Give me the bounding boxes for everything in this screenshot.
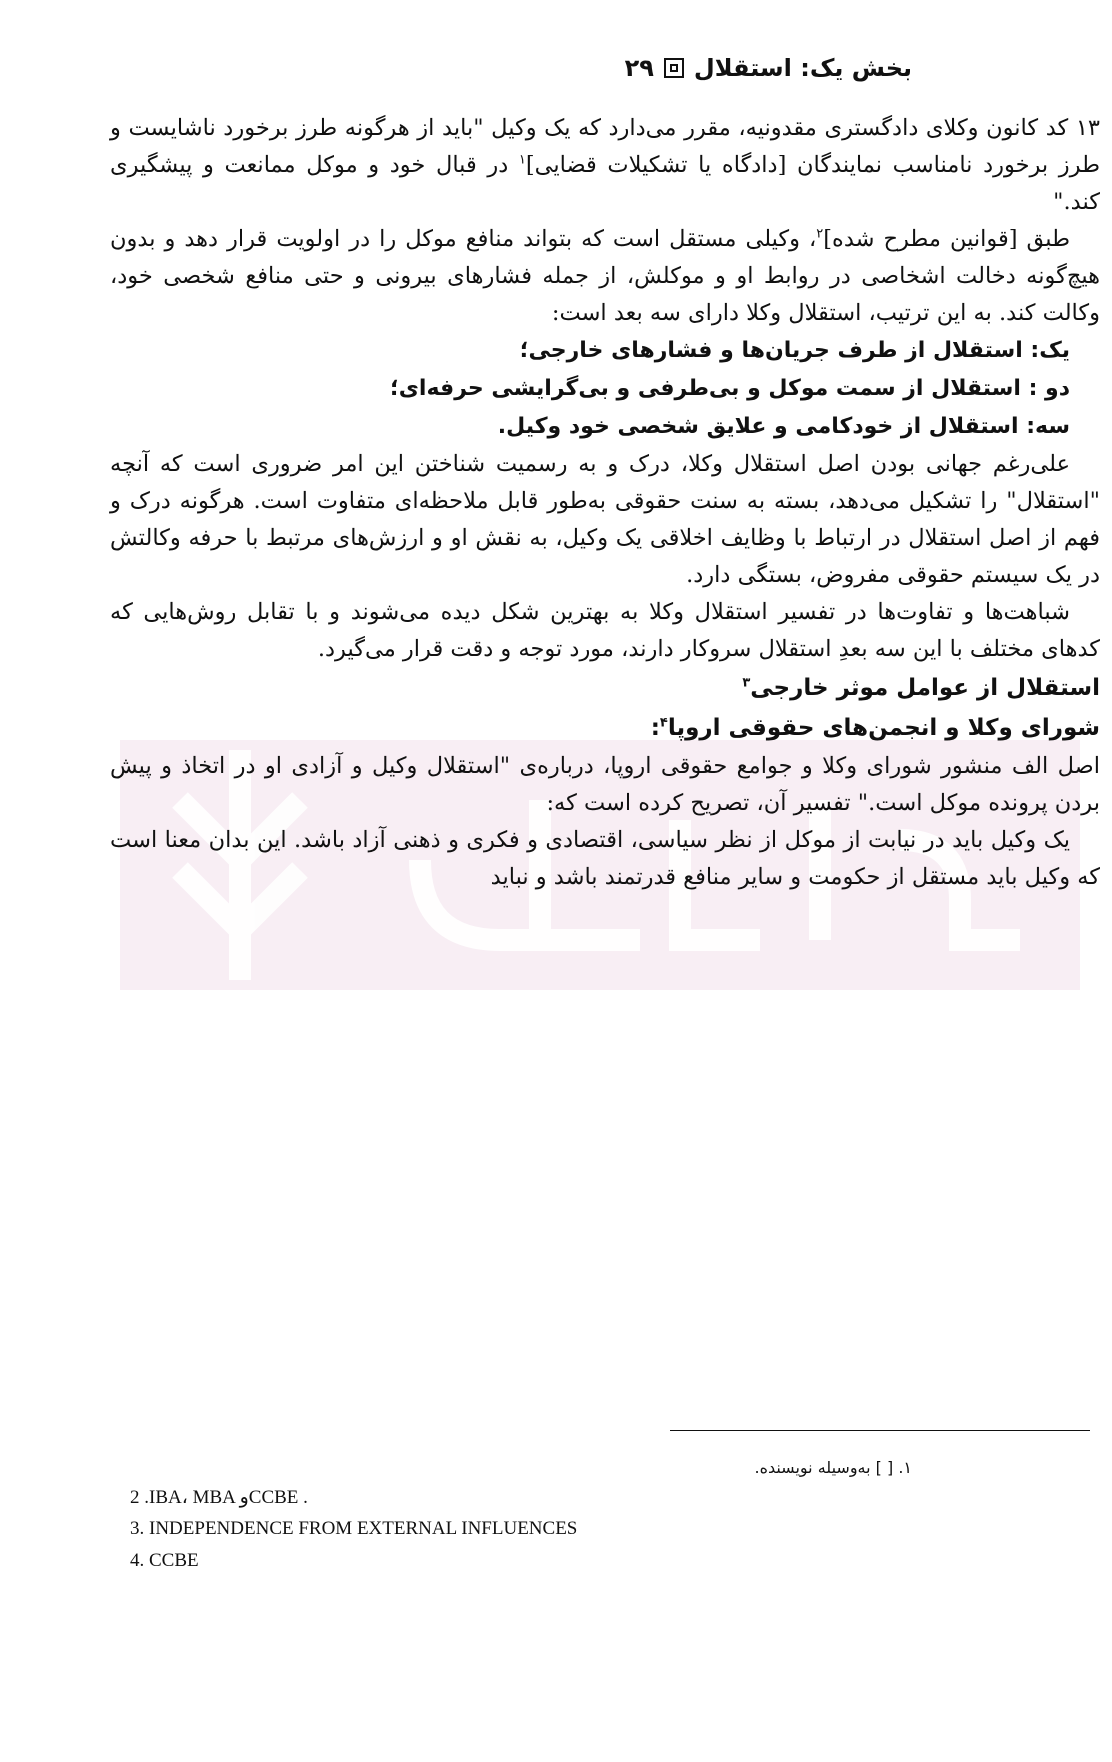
square-ornament-icon: [664, 58, 684, 78]
paragraph: شباهت‌ها و تفاوت‌ها در تفسیر استقلال وکلا به بهترین شکل دیده می‌شوند و با تقابل روش‌هایی که کدهای مختلف با این سه بعدِ استقلال سروکار دارند، مورد توجه و دقت قرار می‌گیرد.: [110, 599, 1100, 662]
footnote-ref: ۳: [742, 675, 751, 691]
section-heading: استقلال از عوامل موثر خارجی$^۳$: [742, 675, 1100, 701]
footnote: 3. INDEPENDENCE FROM EXTERNAL INFLUENCES: [130, 1518, 578, 1539]
footnote: 4. CCBE: [130, 1550, 199, 1571]
footnote-ref: ۲: [816, 226, 824, 242]
footnote: 2 .IBA، MBA وCCBE .: [130, 1487, 308, 1508]
list-item: سه: استقلال از خودکامی و علایق شخصی خود وکیل.: [497, 414, 1070, 439]
page-body: [110, 110, 1100, 896]
paragraph: علی‌رغم جهانی بودن اصل استقلال وکلا، درک و به رسمیت شناختن این امر ضروری است که آنچه "استقلال" را تشکیل می‌دهد، بسته به سنت حقوقی به‌طور قابل ملاحظه‌ای متفاوت است. هرگونه درک و فهم از اصل استقلال در ارتباط با وظایف اخلاقی یک وکیل، به نقش او و ارزش‌های مرتبط با حرفه وکالتش در یک سیستم حقوقی مفروض، بستگی دارد.: [110, 451, 1100, 588]
paragraph: یک وکیل باید در نیابت از موکل از نظر سیاسی، اقتصادی و فکری و ذهنی آزاد باشد. این بدان معنا است که وکیل باید مستقل از حکومت و سایر منافع قدرتمند باشد و نباید: [110, 827, 1100, 890]
list-item: دو : استقلال از سمت موکل و بی‌طرفی و بی‌گرایشی حرفه‌ای؛: [389, 376, 1070, 401]
page-number: ۲۹: [624, 54, 654, 82]
paragraph: طبق [قوانین مطرح شده]$^۲$، وکیلی مستقل است که بتواند منافع موکل را در اولویت قرار دهد و بدون هیچ‌گونه دخالت اشخاصی در روابط او و موکلش، از جمله فشارهای بیرونی و حتی منافع شخصی خود، وکالت کند. به این ترتیب، استقلال وکلا دارای سه بعد است:: [110, 226, 1100, 326]
footnote: ۱. [ ] به‌وسیله نویسنده.: [754, 1458, 912, 1477]
running-header: [110, 48, 912, 88]
paragraph: اصل الف منشور شورای وکلا و جوامع حقوقی اروپا، درباره‌ی "استقلال وکیل و آزادی او در اتخاذ و پیش بردن پرونده موکل است." تفسیر آن، تصریح کرده است که:: [110, 753, 1100, 816]
section-title: بخش یک: استقلال: [693, 54, 912, 82]
footnote-ref: ۴: [659, 715, 668, 731]
footnote-divider: [670, 1430, 1090, 1431]
subsection-heading: شورای وکلا و انجمن‌های حقوقی اروپا$^۴$:: [650, 715, 1100, 741]
paragraph: ۱۳ کد کانون وکلای دادگستری مقدونیه، مقرر می‌دارد که یک وکیل "باید از هرگونه طرز برخورد ناشایست و طرز برخورد نامناسب نمایندگان [دادگاه یا تشکیلات قضایی]$^۱$ در قبال خود و موکل ممانعت و پیشگیری کند.": [110, 115, 1100, 215]
footnote-ref: ۱: [518, 152, 526, 168]
list-item: یک: استقلال از طرف جریان‌ها و فشارهای خارجی؛: [519, 338, 1070, 363]
